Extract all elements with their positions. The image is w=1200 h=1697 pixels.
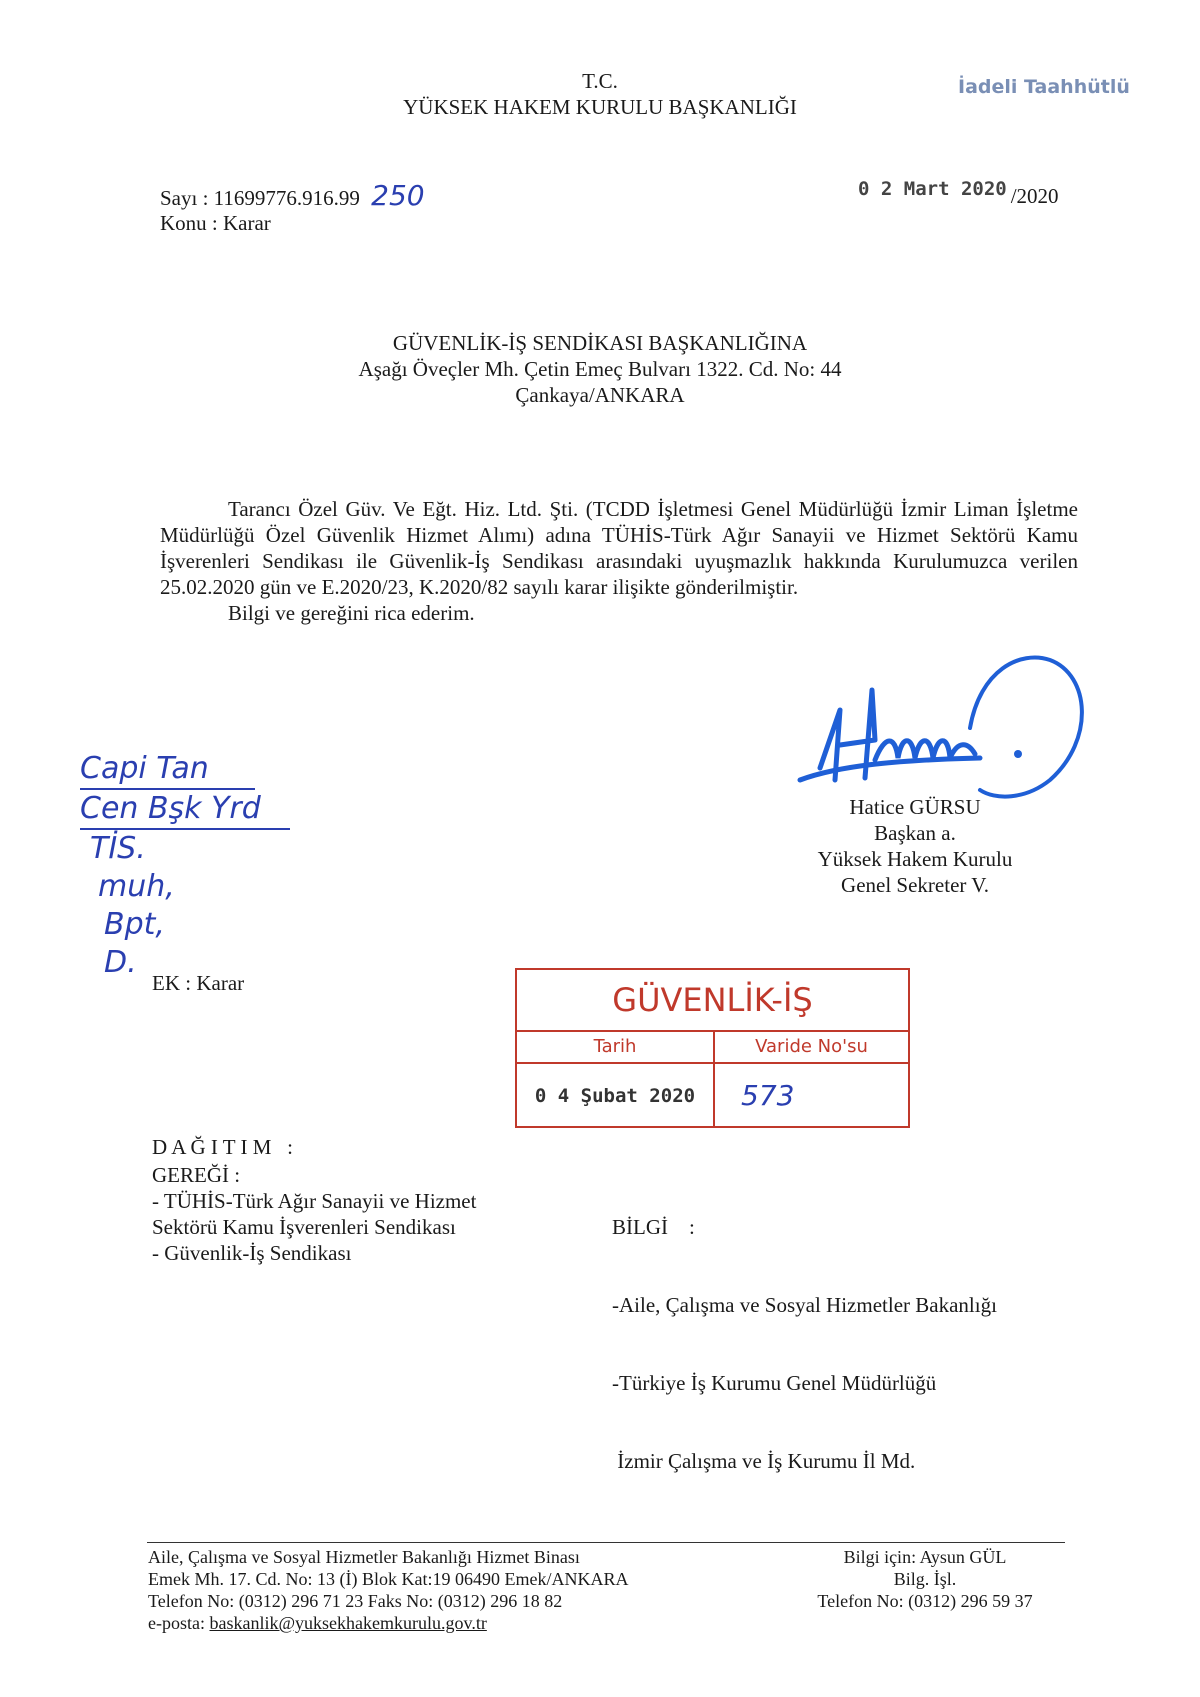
recipient-name: GÜVENLİK-İŞ SENDİKASI BAŞKANLIĞINA — [392, 331, 808, 355]
footer-line: Telefon No: (0312) 296 71 23 Faks No: (0312) 296 18 82 — [148, 1591, 563, 1611]
distribution-action — [152, 1162, 476, 1266]
info-item: -Türkiye İş Kurumu Genel Müdürlüğü — [612, 1371, 937, 1395]
sayi-line — [160, 179, 425, 212]
recipient-block — [300, 330, 900, 408]
signatory-title-1: Başkan a. — [874, 821, 956, 845]
handwritten-line: Cen Bşk Yrd — [80, 790, 290, 830]
email-label: e-posta: — [148, 1613, 205, 1633]
receipt-number-header: Varide No'su — [755, 1036, 868, 1057]
handwritten-line: D. — [104, 945, 137, 980]
sayi-handwritten: 250 — [371, 179, 425, 212]
attachment-label: EK — [152, 971, 180, 995]
handwritten-line: Bpt, — [104, 907, 165, 942]
attachment-line — [152, 970, 244, 996]
signatory-title-3: Genel Sekreter V. — [841, 873, 989, 897]
receipt-stamp — [515, 968, 910, 1128]
date-stamp: 0 2 Mart 2020 — [858, 178, 1007, 200]
date-line — [858, 175, 1059, 208]
action-label: GEREĞİ : — [152, 1163, 241, 1187]
footer-contact-line: Bilg. İşl. — [893, 1569, 957, 1589]
registered-mail-stamp: İadeli Taahhütlü — [958, 76, 1130, 98]
receipt-stamp-title: GÜVENLİK-İŞ — [517, 970, 908, 1032]
handwritten-line: muh, — [98, 869, 175, 904]
footer-email-line — [148, 1612, 628, 1634]
footer-contact-line: Telefon No: (0312) 296 59 37 — [817, 1591, 1033, 1611]
receipt-date-value: 0 4 Şubat 2020 — [517, 1064, 715, 1128]
signatory-name: Hatice GÜRSU — [849, 795, 981, 819]
attachment-value: : Karar — [185, 971, 245, 995]
info-item: İzmir Çalışma ve İş Kurumu İl Md. — [612, 1449, 916, 1473]
signatory-block — [780, 794, 1050, 898]
sayi-value: : 11699776.916.99 — [202, 186, 360, 210]
footer-contact-line: Bilgi için: Aysun GÜL — [843, 1547, 1007, 1567]
header-tc: T.C. — [582, 69, 618, 93]
recipient-address-1: Aşağı Öveçler Mh. Çetin Emeç Bulvarı 1322. Cd. No: 44 — [358, 357, 842, 381]
date-suffix: /2020 — [1010, 184, 1059, 208]
action-item: - TÜHİS-Türk Ağır Sanayii ve Hizmet — [152, 1189, 477, 1213]
handwritten-line: TİS. — [90, 831, 146, 866]
konu-value: : Karar — [211, 211, 271, 235]
info-item: -Aile, Çalışma ve Sosyal Hizmetler Bakanlığı — [612, 1293, 997, 1317]
header — [300, 68, 900, 120]
body-closing: Bilgi ve gereğini rica ederim. — [228, 601, 475, 625]
info-label: BİLGİ : — [612, 1215, 695, 1239]
footer-divider — [147, 1542, 1065, 1543]
konu-label: Konu — [160, 211, 207, 235]
signatory-title-2: Yüksek Hakem Kurulu — [817, 847, 1013, 871]
header-institution: YÜKSEK HAKEM KURULU BAŞKANLIĞI — [403, 95, 797, 119]
footer-contact — [790, 1546, 1060, 1612]
receipt-number-value: 573 — [741, 1079, 795, 1112]
receipt-stamp-value-row — [517, 1064, 908, 1128]
sayi-label: Sayı — [160, 186, 198, 210]
footer-address — [148, 1546, 628, 1634]
distribution-info — [612, 1162, 997, 1500]
konu-line — [160, 210, 271, 236]
handwritten-line: Capi Tan — [80, 750, 255, 790]
footer-line: Aile, Çalışma ve Sosyal Hizmetler Bakanlığı Hizmet Binası — [148, 1547, 580, 1567]
action-item: - Güvenlik-İş Sendikası — [152, 1241, 352, 1265]
handwritten-note — [80, 750, 290, 982]
recipient-address-2: Çankaya/ANKARA — [515, 383, 685, 407]
receipt-date-header: Tarih — [517, 1032, 715, 1062]
distribution-title: D A Ğ I T I M : — [152, 1135, 293, 1159]
action-item: Sektörü Kamu İşverenleri Sendikası — [152, 1215, 456, 1239]
email-link[interactable]: baskanlik@yuksekhakemkurulu.gov.tr — [209, 1613, 487, 1633]
footer-line: Emek Mh. 17. Cd. No: 13 (İ) Blok Kat:19 06490 Emek/ANKARA — [148, 1569, 629, 1589]
receipt-stamp-header-row — [517, 1032, 908, 1064]
body-text — [160, 496, 1078, 626]
body-paragraph: Tarancı Özel Güv. Ve Eğt. Hiz. Ltd. Şti. (TCDD İşletmesi Genel Müdürlüğü İzmir Liman İşletme Müdürlüğü Özel Güvenlik Hizmet Alımı) adına TÜHİS-Türk Ağır Sanayii ve Hizmet Sektörü Kamu İşverenleri Sendikası ile Güvenlik-İş Sendikası arasındaki uyuşmazlık hakkında Kurulumuzca verilen 25.02.2020 gün ve E.2020/23, K.2020/82 sayılı karar ilişikte gönderilmiştir. — [160, 497, 1078, 599]
